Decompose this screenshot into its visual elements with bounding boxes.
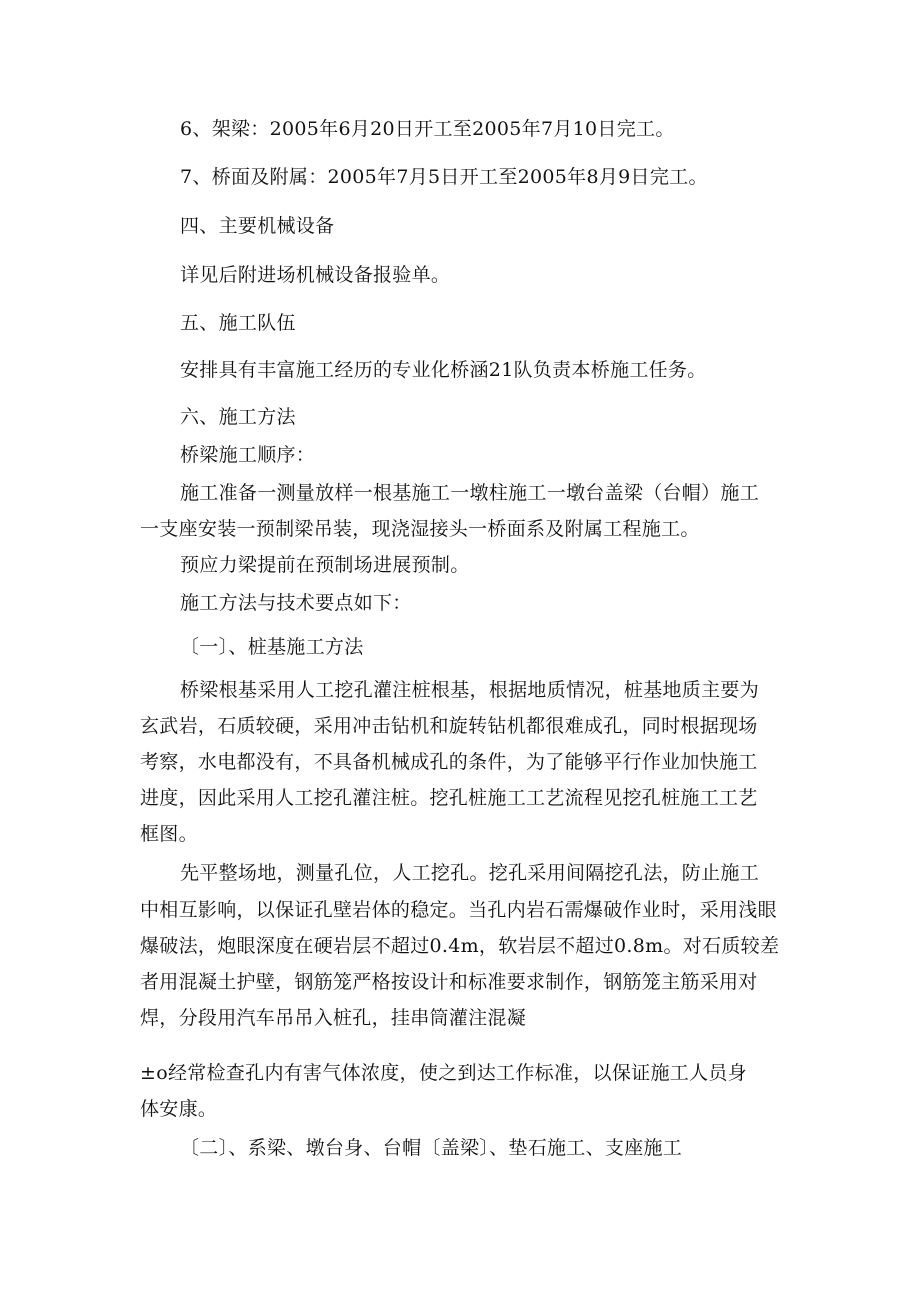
pile-paragraph-line: 玄武岩，石质较硬，采用冲击钻机和旋转钻机都很难成孔，同时根据现场	[140, 715, 758, 737]
section-heading-6: 六、施工方法	[180, 406, 296, 428]
safety-paragraph-line: 体安康。	[140, 1098, 218, 1120]
team-text: 安排具有丰富施工经历的专业化桥涵21队负责本桥施工任务。	[180, 359, 707, 381]
excavation-paragraph-line: 者用混凝土护壁，钢筋笼严格按设计和标准要求制作，钢筋笼主筋采用对	[140, 971, 758, 993]
safety-paragraph-line: ±o经常检查孔内有害气体浓度，使之到达工作标准，以保证施工人员身	[140, 1062, 747, 1084]
subheading-pile-foundation: 〔一〕、桩基施工方法	[180, 636, 364, 658]
sequence-line: 施工准备一测量放样一根基施工一墩柱施工一墩台盖梁（台帽）施工	[180, 482, 760, 504]
excavation-paragraph-line: 中相互影响，以保证孔壁岩体的稳定。当孔内岩石需爆破作业时，采用浅眼	[140, 899, 777, 921]
schedule-item-6: 6、架梁：2005年6月20日开工至2005年7月10日完工。	[180, 118, 675, 140]
schedule-item-7: 7、桥面及附属：2005年7月5日开工至2005年8月9日完工。	[180, 166, 708, 188]
section-heading-4: 四、主要机械设备	[180, 215, 335, 237]
sequence-label: 桥梁施工顺序：	[180, 444, 316, 466]
excavation-paragraph-line: 爆破法，炮眼深度在硬岩层不超过0.4m，软岩层不超过0.8m。对石质较差	[140, 935, 780, 957]
pile-paragraph-line: 考察，水电都没有，不具备机械成孔的条件，为了能够平行作业加快施工	[140, 751, 758, 773]
excavation-paragraph-line: 先平整场地，测量孔位，人工挖孔。挖孔采用间隔挖孔法，防止施工	[180, 862, 760, 884]
pile-paragraph-line: 框图。	[140, 823, 198, 845]
pile-paragraph-line: 桥梁根基采用人工挖孔灌注桩根基，根据地质情况，桩基地质主要为	[180, 679, 760, 701]
prestress-text: 预应力梁提前在预制场进展预制。	[180, 554, 470, 576]
equipment-text: 详见后附进场机械设备报验单。	[180, 264, 451, 286]
excavation-paragraph-line: 焊，分段用汽车吊吊入桩孔，挂串筒灌注混凝	[140, 1007, 527, 1029]
method-intro: 施工方法与技术要点如下：	[180, 592, 412, 614]
pile-paragraph-line: 进度，因此采用人工挖孔灌注桩。挖孔桩施工工艺流程见挖孔桩施工工艺	[140, 787, 758, 809]
section-heading-5: 五、施工队伍	[180, 312, 296, 334]
sequence-line: 一支座安装一预制梁吊装，现浇湿接头一桥面系及附属工程施工。	[140, 518, 700, 540]
subheading-beam-construction: 〔二〕、系梁、墩台身、台帽〔盖梁〕、垫石施工、支座施工	[180, 1137, 683, 1159]
